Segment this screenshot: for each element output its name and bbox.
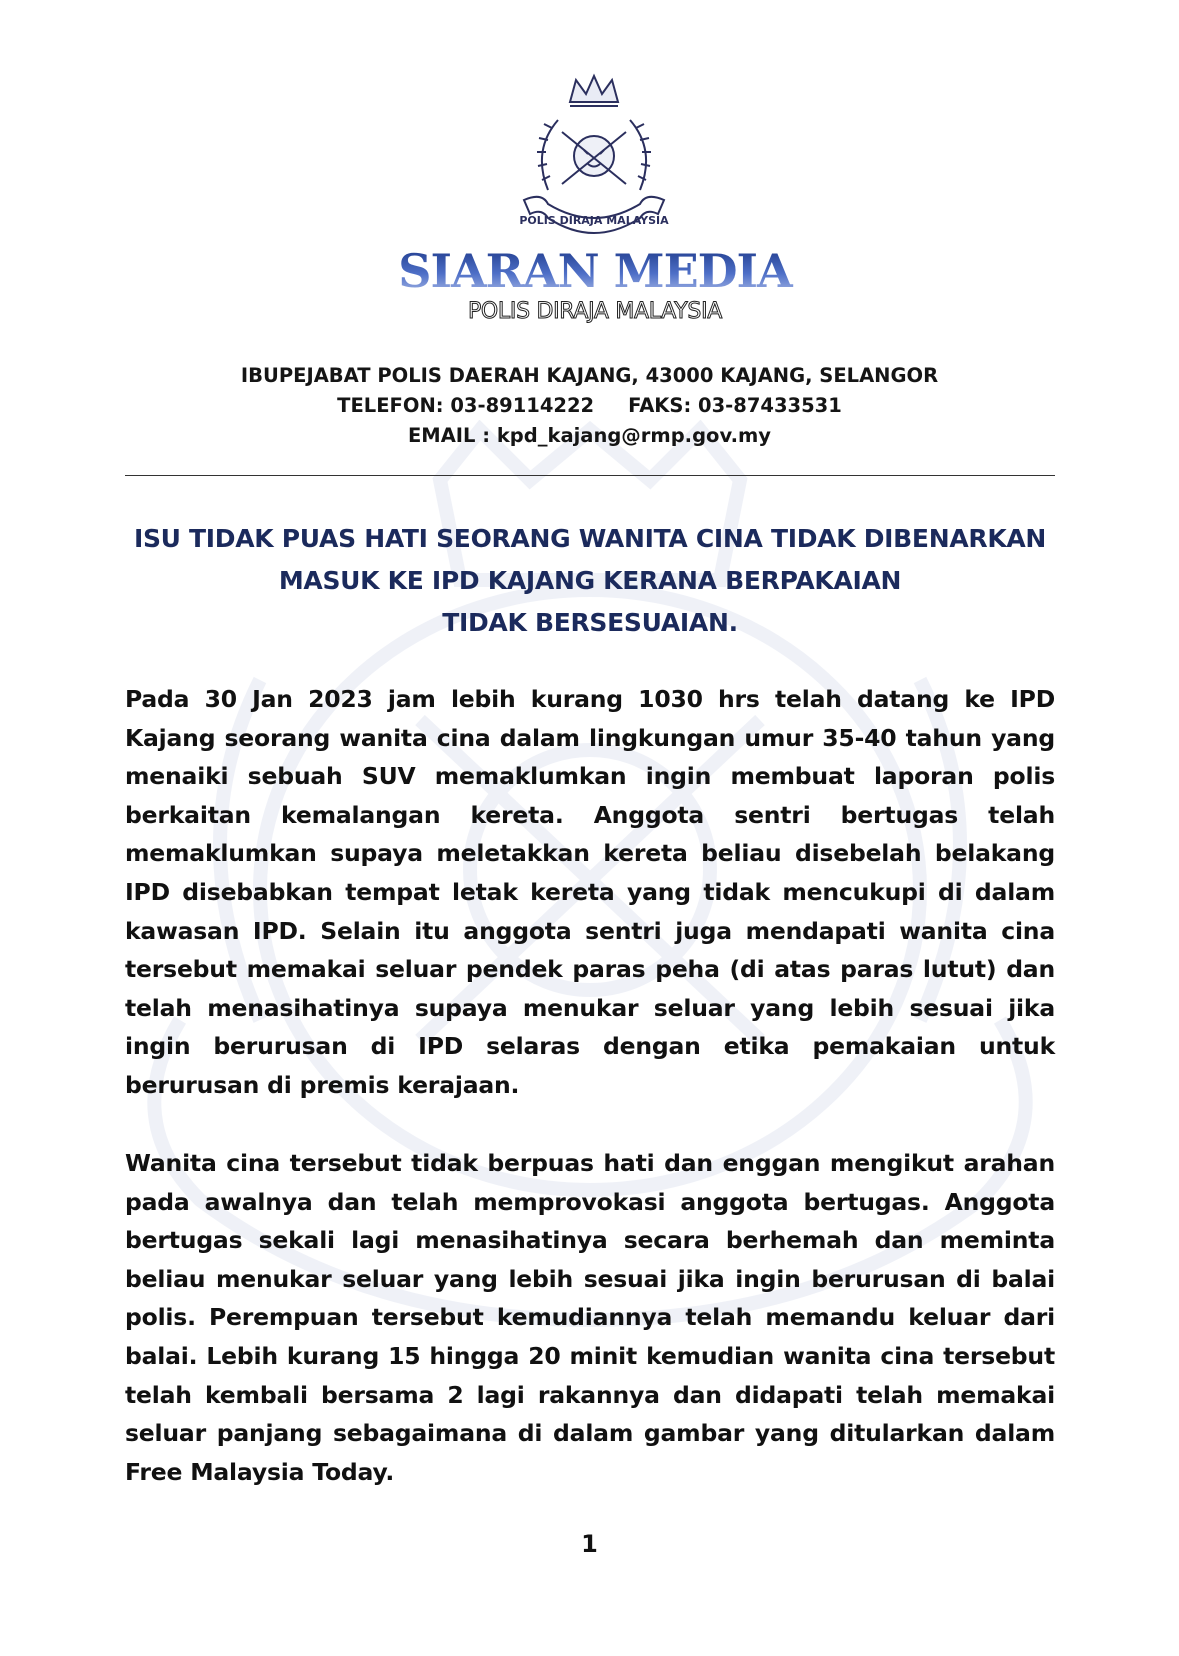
masthead-reflection	[370, 326, 820, 340]
phone-fax-line	[0, 391, 1179, 421]
masthead-logo	[370, 246, 820, 342]
title-line: TIDAK BERSESUAIAN.	[442, 608, 738, 637]
email: EMAIL : kpd_kajang@rmp.gov.my	[407, 424, 772, 447]
title-line: ISU TIDAK PUAS HATI SEORANG WANITA CINA TIDAK DIBENARKAN	[133, 524, 1047, 553]
title-line: MASUK KE IPD KAJANG KERANA BERPAKAIAN	[278, 566, 902, 595]
contact-block	[0, 361, 1179, 451]
masthead-subtitle: POLIS DIRAJA MALAYSIA	[467, 299, 723, 324]
crest-ribbon-text: POLIS DIRAJA MALAYSIA	[519, 214, 669, 227]
document-title	[110, 518, 1070, 644]
header-divider	[125, 475, 1055, 476]
office-address: IBUPEJABAT POLIS DAERAH KAJANG, 43000 KAJANG, SELANGOR	[240, 364, 939, 387]
body-paragraph: Pada 30 Jan 2023 jam lebih kurang 1030 hrs telah datang ke IPD Kajang seorang wanita cina dalam lingkungan umur 35-40 tahun yang menaiki sebuah SUV memaklumkan ingin membuat laporan polis berkaitan kemalangan kereta. Anggota sentri bertugas telah memaklumkan supaya meletakkan kereta beliau disebelah belakang IPD disebabkan tempat letak kereta yang tidak mencukupi di dalam kawasan IPD. Selain itu anggota sentri juga mendapati wanita cina tersebut memakai seluar pendek paras peha (di atas paras lutut) dan telah menasihatinya supaya menukar seluar yang lebih sesuai jika ingin berurusan di IPD selaras dengan etika pemakaian untuk berurusan di premis kerajaan.	[125, 685, 1055, 1099]
masthead-title: SIARAN MEDIA	[370, 246, 820, 296]
body-paragraph: Wanita cina tersebut tidak berpuas hati dan enggan mengikut arahan pada awalnya dan telah memprovokasi anggota bertugas. Anggota bertugas sekali lagi menasihatinya secara berhemah dan meminta beliau menukar seluar yang lebih sesuai jika ingin berurusan di balai polis. Perempuan tersebut kemudiannya telah memandu keluar dari balai. Lebih kurang 15 hingga 20 minit kemudian wanita cina tersebut telah kembali bersama 2 lagi rakannya dan didapati telah memakai seluar panjang sebagaimana di dalam gambar yang ditularkan dalam Free Malaysia Today.	[125, 1149, 1055, 1486]
telephone: TELEFON: 03-89114222	[337, 394, 595, 417]
fax: FAKS: 03-87433531	[628, 394, 842, 417]
page-number: 1	[581, 1530, 598, 1558]
police-crest-logo	[518, 72, 670, 244]
